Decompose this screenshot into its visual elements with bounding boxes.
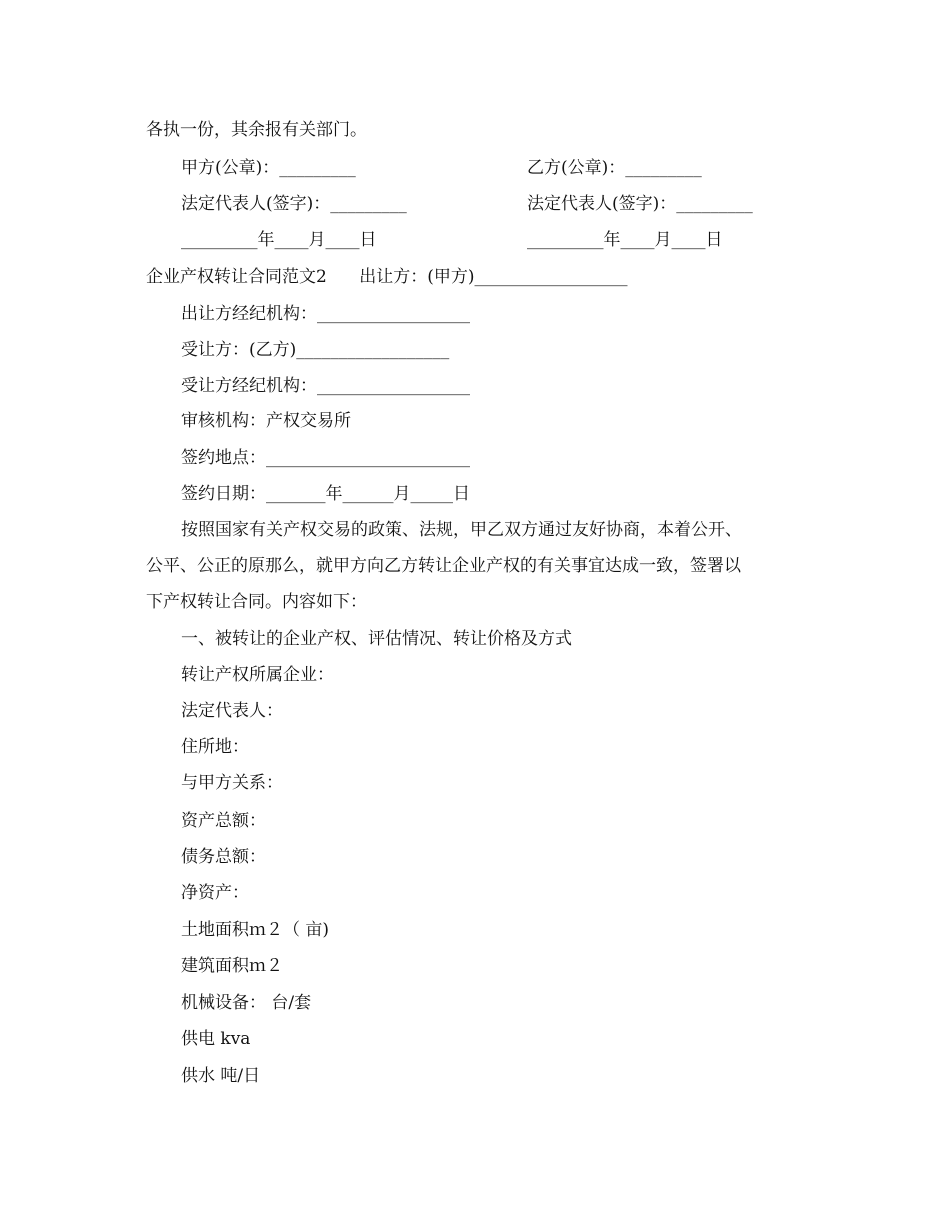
party-a-date-line: _________年____月____日 [181, 230, 377, 250]
text-line: 土地面积ｍ２（ 亩) [181, 920, 330, 940]
text-line: 各执一份，其余报有关部门。 [146, 120, 367, 140]
party-a-seal-line: 甲方(公章)：_________ [181, 158, 356, 178]
text-line: 受让方：(乙方)__________________ [181, 340, 450, 360]
paragraph-line: 公平、公正的原那么，就甲方向乙方转让企业产权的有关事宜达成一致，签署以 [146, 556, 741, 576]
party-b-rep-line: 法定代表人(签字)：_________ [527, 194, 753, 214]
text-line: 与甲方关系： [181, 773, 283, 793]
text-line: 签约地点：________________________ [181, 448, 470, 468]
section-heading: 一、被转让的企业产权、评估情况、转让价格及方式 [181, 629, 572, 649]
text-line: 审核机构：产权交易所 [181, 411, 351, 431]
paragraph-line: 按照国家有关产权交易的政策、法规，甲乙双方通过友好协商，本着公开、 [181, 520, 742, 540]
text-line: 资产总额： [181, 811, 266, 831]
text-line: 法定代表人： [181, 701, 283, 721]
text-line: 住所地： [181, 737, 249, 757]
paragraph-line: 下产权转让合同。内容如下： [146, 592, 367, 612]
text-line: 机械设备： 台/套 [181, 993, 312, 1013]
text-line: 出让方经纪机构：__________________ [181, 304, 470, 324]
text-line: 供电 kva [181, 1029, 251, 1049]
party-b-seal-line: 乙方(公章)：_________ [527, 158, 702, 178]
text-line: 建筑面积ｍ２ [181, 956, 283, 976]
text-line: 转让产权所属企业： [181, 665, 334, 685]
heading-line: 企业产权转让合同范文2 出让方：(甲方)__________________ [146, 267, 628, 287]
text-line: 签约日期：_______年______月_____日 [181, 484, 470, 504]
text-line: 受让方经纪机构：__________________ [181, 376, 470, 396]
text-line: 净资产： [181, 883, 249, 903]
party-b-date-line: _________年____月____日 [527, 230, 723, 250]
text-line: 供水 吨/日 [181, 1066, 261, 1086]
text-line: 债务总额： [181, 847, 266, 867]
party-a-rep-line: 法定代表人(签字)：_________ [181, 194, 407, 214]
